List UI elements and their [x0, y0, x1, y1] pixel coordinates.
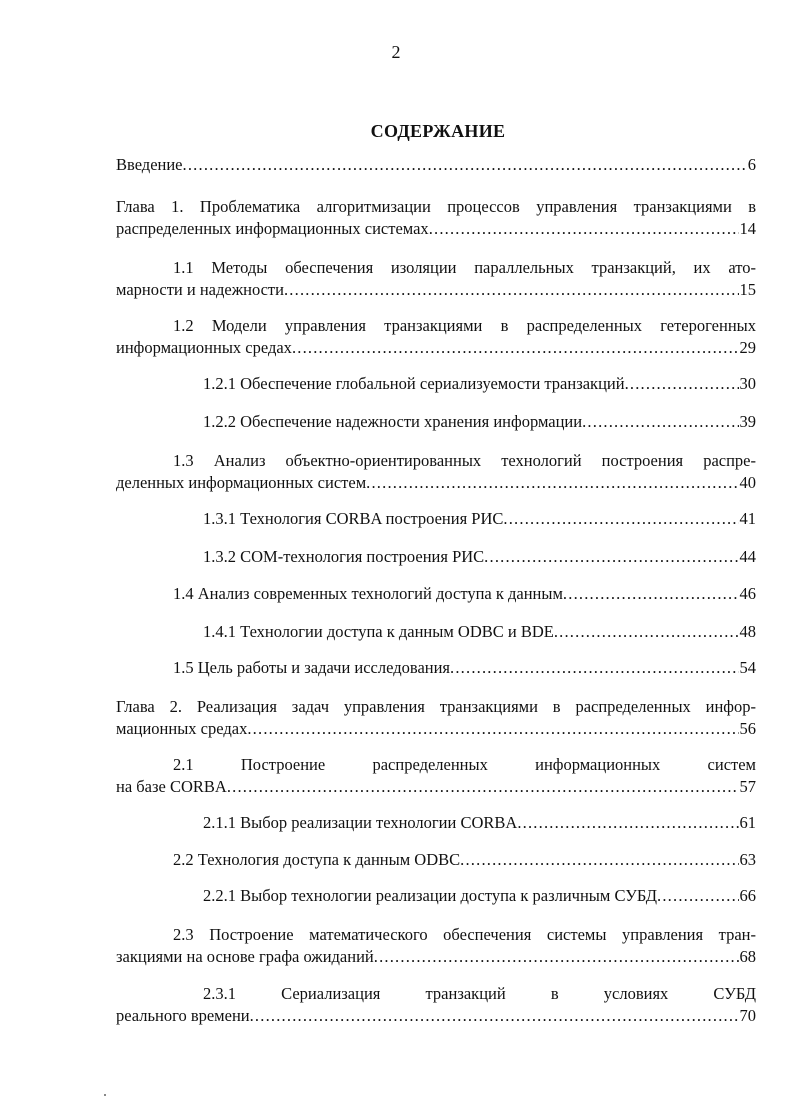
toc-entry-text: марности и надежности — [116, 280, 284, 299]
leader-dots — [227, 776, 739, 798]
toc-entry-text: 1.4.1 Технологии доступа к данным ODBC и BDE — [203, 622, 554, 641]
toc-entry-1-1 — [116, 257, 756, 301]
toc-entry-first-line: 2.1 Построение распределенных информационных систем — [173, 755, 756, 774]
toc-entry-text: 1.4 Анализ современных технологий доступа к данным — [173, 584, 563, 603]
leader-dots — [563, 583, 739, 605]
toc-entry-text: 2.1.1 Выбор реализации технологии CORBA — [203, 813, 518, 832]
leader-dots — [582, 411, 738, 433]
toc-entry-first-line: 1.2 Модели управления транзакциями в распределенных гетерогенных — [173, 316, 756, 335]
toc-page-number: 57 — [739, 777, 756, 796]
leader-dots — [366, 472, 738, 494]
toc-entry-text: 2.2 Технология доступа к данным ODBC — [173, 850, 461, 869]
toc-entry-first-line: Глава 2. Реализация задач управления транзакциями в распределенных инфор- — [116, 697, 756, 716]
toc-entry-text: деленных информационных систем — [116, 473, 367, 492]
toc-page-number: 30 — [739, 374, 756, 393]
leader-dots — [517, 812, 738, 834]
toc-page-number: 15 — [739, 280, 756, 299]
toc-page-number: 39 — [739, 412, 756, 431]
toc-page-number: 66 — [739, 886, 756, 905]
toc-page-number: 70 — [739, 1006, 756, 1025]
toc-page-number: 29 — [739, 338, 756, 357]
leader-dots — [247, 718, 738, 740]
toc-entry-text: Введение — [116, 155, 183, 174]
toc-entry-1-3-1 — [203, 508, 756, 530]
toc-entry-text: 1.2.2 Обеспечение надежности хранения информации — [203, 412, 583, 431]
leader-dots — [450, 657, 738, 679]
toc-entry-text: информационных средах — [116, 338, 292, 357]
toc-page-number: 56 — [739, 719, 756, 738]
toc-entry-1-2-1 — [203, 373, 756, 395]
toc-entry-text: 1.5 Цель работы и задачи исследования — [173, 658, 451, 677]
toc-entry-first-line: Глава 1. Проблематика алгоритмизации процессов управления транзакциями в — [116, 197, 756, 216]
toc-entry-introduction — [116, 154, 756, 176]
toc-entry-first-line: 2.3.1 Сериализация транзакций в условиях СУБД — [203, 984, 756, 1003]
toc-entry-2-2 — [173, 849, 756, 871]
toc-page-number: 14 — [739, 219, 756, 238]
toc-page-number: 63 — [739, 850, 756, 869]
toc-page-number: 41 — [739, 509, 756, 528]
toc-page-number: 6 — [747, 155, 756, 174]
leader-dots — [554, 621, 739, 643]
toc-entry-chapter-2 — [116, 696, 756, 740]
toc-entry-1-5 — [173, 657, 756, 679]
toc-entry-text: распределенных информационных системах — [116, 219, 429, 238]
toc-page-number: 54 — [739, 658, 756, 677]
toc-title: СОДЕРЖАНИЕ — [370, 121, 506, 141]
leader-dots — [292, 337, 739, 359]
toc-page-number: 61 — [739, 813, 756, 832]
toc-page-number: 46 — [739, 584, 756, 603]
toc-entry-text: 1.3.1 Технология CORBA построения РИС — [203, 509, 504, 528]
toc-entry-2-1 — [116, 754, 756, 798]
toc-page-number: 40 — [739, 473, 756, 492]
toc-entry-2-3-1 — [116, 983, 756, 1027]
page-number: 2 — [391, 42, 401, 62]
leader-dots — [484, 546, 738, 568]
toc-entry-first-line: 2.3 Построение математического обеспечения системы управления тран- — [173, 925, 756, 944]
leader-dots — [284, 279, 739, 301]
toc-entry-text: 1.2.1 Обеспечение глобальной сериализуемости транзакций — [203, 374, 625, 393]
toc-entry-text: 1.3.2 COM-технология построения РИС — [203, 547, 485, 566]
toc-entry-2-3 — [116, 924, 756, 968]
leader-dots — [460, 849, 738, 871]
toc-entry-chapter-1 — [116, 196, 756, 240]
leader-dots — [183, 154, 747, 176]
toc-page-number: 68 — [739, 947, 756, 966]
toc-entry-text: на базе CORBA — [116, 777, 227, 796]
leader-dots — [657, 885, 738, 907]
toc-entry-1-3 — [116, 450, 756, 494]
toc-entry-1-3-2 — [203, 546, 756, 568]
toc-page-number: 48 — [739, 622, 756, 641]
toc-entry-text: закциями на основе графа ожиданий — [116, 947, 374, 966]
toc-entry-1-4-1 — [203, 621, 756, 643]
toc-entry-2-2-1 — [203, 885, 756, 907]
leader-dots — [250, 1005, 739, 1027]
leader-dots — [503, 508, 738, 530]
scan-mark — [104, 1094, 106, 1096]
toc-entry-2-1-1 — [203, 812, 756, 834]
leader-dots — [625, 373, 739, 395]
toc-entry-first-line: 1.1 Методы обеспечения изоляции параллельных транзакций, их ато- — [173, 258, 756, 277]
leader-dots — [374, 946, 739, 968]
toc-entry-1-2 — [116, 315, 756, 359]
toc-entry-first-line: 1.3 Анализ объектно-ориентированных технологий построения распре- — [173, 451, 756, 470]
toc-entry-1-4 — [173, 583, 756, 605]
toc-entry-text: мационных средах — [116, 719, 248, 738]
toc-entry-1-2-2 — [203, 411, 756, 433]
toc-page-number: 44 — [739, 547, 756, 566]
leader-dots — [429, 218, 739, 240]
toc-entry-text: реального времени — [116, 1006, 250, 1025]
toc-entry-text: 2.2.1 Выбор технологии реализации доступа к различным СУБД — [203, 886, 658, 905]
